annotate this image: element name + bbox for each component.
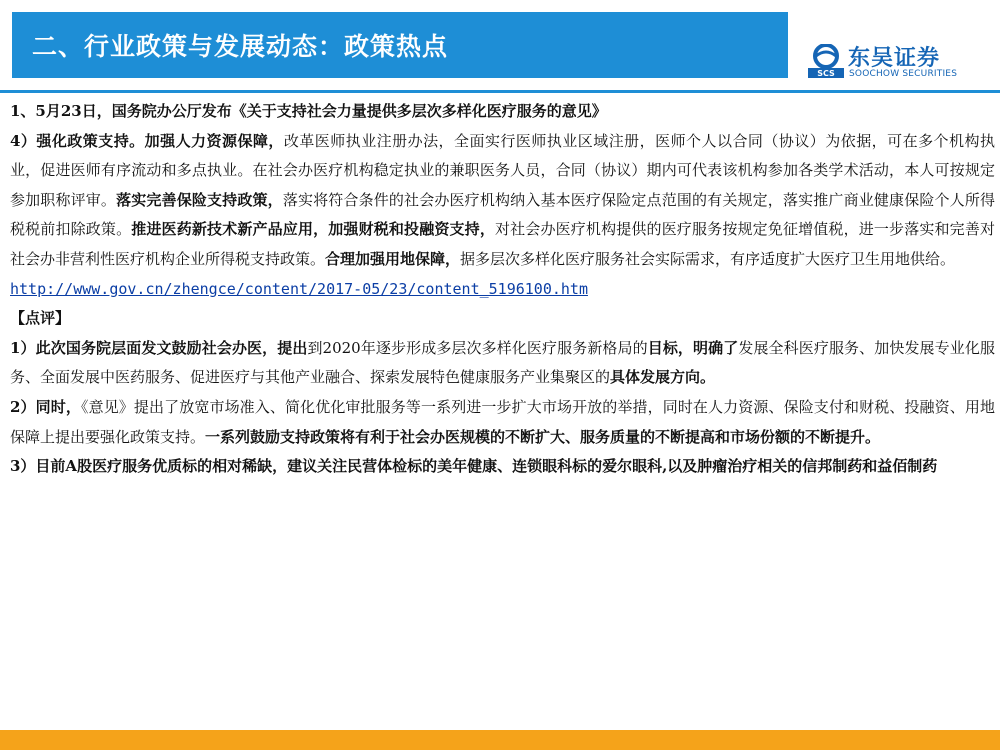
logo-chinese-name: 东吴证券 <box>848 46 941 71</box>
policy-heading: 1、5月23日，国务院办公厅发布《关于支持社会力量提供多层次多样化医疗服务的意见》 <box>10 102 607 120</box>
insurance-support-text: 落实将符合条件的社会办医疗机构纳入基本医疗保险定点范围的有关规定，落实推广商业健康保险个人所得税税前扣除政策。 <box>10 190 995 239</box>
page-title: 二、行业政策与发展动态：政策热点 <box>32 32 449 61</box>
document-body <box>10 97 995 482</box>
footer-bar <box>0 730 1000 750</box>
review-2-text: 《意见》提出了放宽市场准入、简化优化审批服务等一系列进一步扩大市场开放的举措，同时在人力资源、保险支付和财税、投融资、用地保障上提出要强化政策支持。 <box>10 397 995 446</box>
scs-logo-icon <box>808 44 844 78</box>
review-1-detail: 发展全科医疗服务、加快发展专业化服务、全面发展中医药服务、促进医疗与其他产业融合、探索发展特色健康服务产业集聚区的 <box>10 338 995 387</box>
title-bar <box>12 12 788 78</box>
land-support-label: 合理加强用地保障， <box>325 249 461 268</box>
review-1-direction: 具体发展方向。 <box>610 368 716 387</box>
tech-finance-label: 推进医药新技术新产品应用，加强财税和投融资支持， <box>131 220 495 239</box>
policy-source-link[interactable]: http://www.gov.cn/zhengce/content/2017-05/23/content_5196100.htm <box>10 279 588 298</box>
review-item-1 <box>10 334 995 393</box>
review-2-lead: 2）同时， <box>10 397 81 416</box>
hr-support-text: 改革医师执业注册办法，全面实行医师执业区域注册，医师个人以合同（协议）为依据，可在多个机构执业，促进医师有序流动和多点执业。在社会办医疗机构稳定执业的兼职医务人员，合同（协议）期内可代表该机构参加各类学术活动，本人可按规定参加职称评审。 <box>10 131 995 209</box>
review-1-lead: 1）此次国务院层面发文鼓励社会办医， <box>10 338 278 357</box>
review-1-text: 到2020年逐步形成多层次多样化医疗服务新格局的 <box>307 338 648 357</box>
logo-mark-text: SCS <box>817 69 835 78</box>
policy-item-4-lead: 4）强化政策支持。 <box>10 131 145 150</box>
review-item-2 <box>10 393 995 452</box>
policy-item-4 <box>10 127 995 275</box>
land-support-text: 据多层次多样化医疗服务社会实际需求，有序适度扩大医疗卫生用地供给。 <box>460 249 956 268</box>
header-divider <box>0 90 1000 93</box>
review-2-conclusion: 一系列鼓励支持政策将有利于社会办医规模的不断扩大、服务质量的不断提高和市场份额的不断提升。 <box>205 427 881 446</box>
review-label: 【点评】 <box>10 309 71 328</box>
tech-finance-text: 对社会办医疗机构提供的医疗服务按规定免征增值税，进一步落实和完善对社会办非营利性医疗机构企业所得税支持政策。 <box>10 220 995 268</box>
review-item-3: 3）目前A股医疗服务优质标的相对稀缺，建议关注民营体检标的美年健康、连锁眼科标的爱尔眼科,以及肿瘤治疗相关的信邦制药和益佰制药 <box>10 457 938 476</box>
hr-support-label: 加强人力资源保障， <box>144 131 284 150</box>
review-1-propose: 提出 <box>277 338 308 357</box>
review-1-goal: 目标，明确了 <box>647 338 739 357</box>
insurance-support-label: 落实完善保险支持政策， <box>116 190 283 209</box>
logo-english-name: SOOCHOW SECURITIES <box>849 69 958 79</box>
brand-logo <box>808 44 993 84</box>
